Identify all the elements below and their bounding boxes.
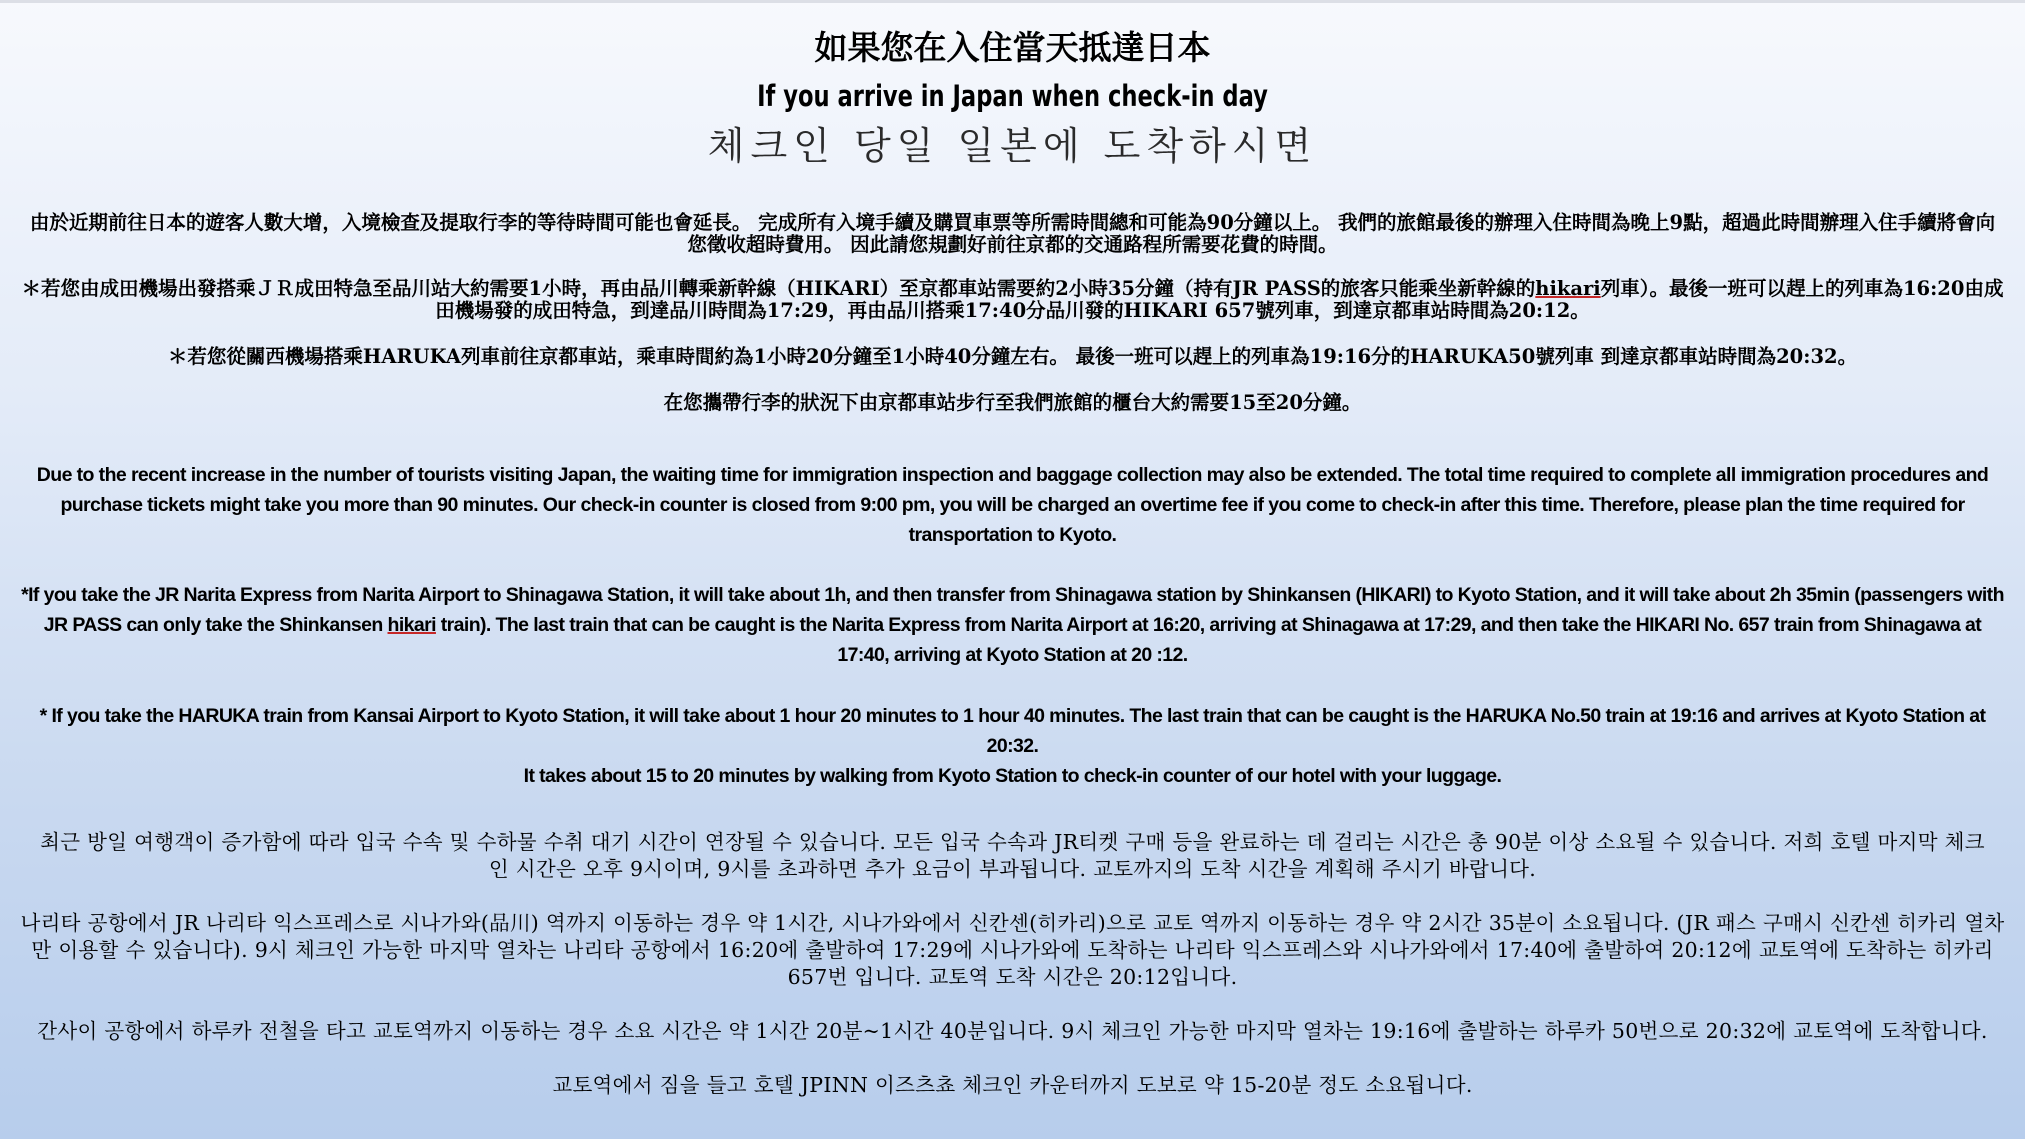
en-paragraph-narita — [18, 580, 2007, 670]
chinese-section — [18, 212, 2007, 414]
title-block — [18, 24, 2007, 172]
title-korean: 체크인 당일 일본에 도착하시면 — [707, 124, 1318, 168]
zh-paragraph-kansai: ＊若您從關西機場搭乘HARUKA列車前往京都車站，乘車時間約為1小時20分鐘至1小時40分鐘左右。 最後一班可以趕上的列車為19:16分的HARUKA50號列車 到達京都車站時間為20:32。 — [167, 345, 1858, 368]
title-chinese: 如果您在入住當天抵達日本 — [814, 28, 1211, 67]
en-narita-text-b: train). The last train that can be caught is the Narita Express from Narita Airport at 16:20, arriving at Shinagawa at 17:29, and then take the HIKARI No. 657 train from Shinagawa at 17:40, arriving at Kyoto Station at 20 :12. — [435, 614, 1982, 666]
en-paragraph-walk: It takes about 15 to 20 minutes by walking from Kyoto Station to check-in counter of our hotel with your luggage. — [523, 765, 1502, 787]
korean-section — [18, 829, 2007, 1099]
en-narita-text-a: *If you take the JR Narita Express from Narita Airport to Shinagawa Station, it will take about 1h, and then transfer from Shinagawa station by Shinkansen (HIKARI) to Kyoto Station, and it will take about 2h 35min (passengers with JR PASS can only take the Shinkansen — [21, 584, 2004, 636]
zh-narita-text-b: 列車）。最後一班可以趕上的列車為16:20由成田機場發的成田特急，到達品川時間為17:29，再由品川搭乘17:40分品川發的HIKARI 657號列車，到達京都車站時間為20:12。 — [435, 277, 2004, 322]
ko-paragraph-kansai: 간사이 공항에서 하루카 전철을 타고 교토역까지 이동하는 경우 소요 시간은 약 1시간 20분~1시간 40분입니다. 9시 체크인 가능한 마지막 열차는 19:16에 출발하는 하루카 50번으로 20:32에 교토역에 도착합니다. — [37, 1019, 1988, 1043]
ko-paragraph-walk: 교토역에서 짐을 들고 호텔 JPINN 이즈츠쵸 체크인 카운터까지 도보로 약 15-20분 정도 소요됩니다. — [552, 1073, 1473, 1097]
en-paragraph-kansai: * If you take the HARUKA train from Kansai Airport to Kyoto Station, it will take about 1 hour 20 minutes to 1 hour 40 minutes. The last train that can be caught is the HARUKA No.50 train at 19:16 and arrives at Kyoto Station at 20:32. — [39, 705, 1986, 757]
zh-paragraph-narita — [18, 278, 2007, 322]
english-section — [18, 460, 2007, 791]
ko-paragraph-narita: 나리타 공항에서 JR 나리타 익스프레스로 시나가와(品川) 역까지 이동하는 경우 약 1시간, 시나가와에서 신칸센(히카리)으로 교토 역까지 이동하는 경우 약 2시간 35분이 소요됩니다. (JR 패스 구매시 신칸센 히카리 열차만 이용할 수 있습니다). 9시 체크인 가능한 마지막 열차는 나리타 공항에서 16:20에 출발하여 17:29에 시나가와에 도착하는 나리타 익스프레스와 시나가와에서 17:40에 출발하여 20:12에 교토역에 도착하는 히카리 657번 입니다. 교토역 도착 시간은 20:12입니다. — [20, 911, 2005, 989]
title-english: If you arrive in Japan when check-in day — [757, 79, 1268, 113]
zh-narita-text-a: ＊若您由成田機場出發搭乘ＪＲ成田特急至品川站大約需要1小時，再由品川轉乘新幹線（HIKARI）至京都車站需要約2小時35分鐘（持有JR PASS的旅客只能乘坐新幹線的 — [21, 277, 1536, 300]
en-hikari-word: hikari — [387, 614, 436, 636]
en-paragraph-delay: Due to the recent increase in the number of tourists visiting Japan, the waiting time for immigration inspection and baggage collection may also be extended. The total time required to complete all immigration procedures and purchase tickets might take you more than 90 minutes. Our check-in counter is closed from 9:00 pm, you will be charged an overtime fee if you come to check-in after this time. Therefore, please plan the time required for transportation to Kyoto. — [36, 464, 1989, 546]
zh-paragraph-walk: 在您攜帶行李的狀況下由京都車站步行至我們旅館的櫃台大約需要15至20分鐘。 — [663, 391, 1362, 414]
ko-paragraph-delay: 최근 방일 여행객이 증가함에 따라 입국 수속 및 수하물 수취 대기 시간이 연장될 수 있습니다. 모든 입국 수속과 JR티켓 구매 등을 완료하는 데 걸리는 시간은 총 90분 이상 소요될 수 있습니다. 저희 호텔 마지막 체크인 시간은 오후 9시이며, 9시를 초과하면 추가 요금이 부과됩니다. 교토까지의 도착 시간을 계획해 주시기 바랍니다. — [40, 830, 1985, 881]
zh-hikari-word: hikari — [1535, 277, 1601, 300]
zh-paragraph-delay: 由於近期前往日本的遊客人數大增，入境檢查及提取行李的等待時間可能也會延長。 完成所有入境手續及購買車票等所需時間總和可能為90分鐘以上。 我們的旅館最後的辦理入住時間為晚上9點，超過此時間辦理入住手續將會向您徵收超時費用。 因此請您規劃好前往京都的交通路程所需要花費的時間。 — [29, 211, 1996, 256]
